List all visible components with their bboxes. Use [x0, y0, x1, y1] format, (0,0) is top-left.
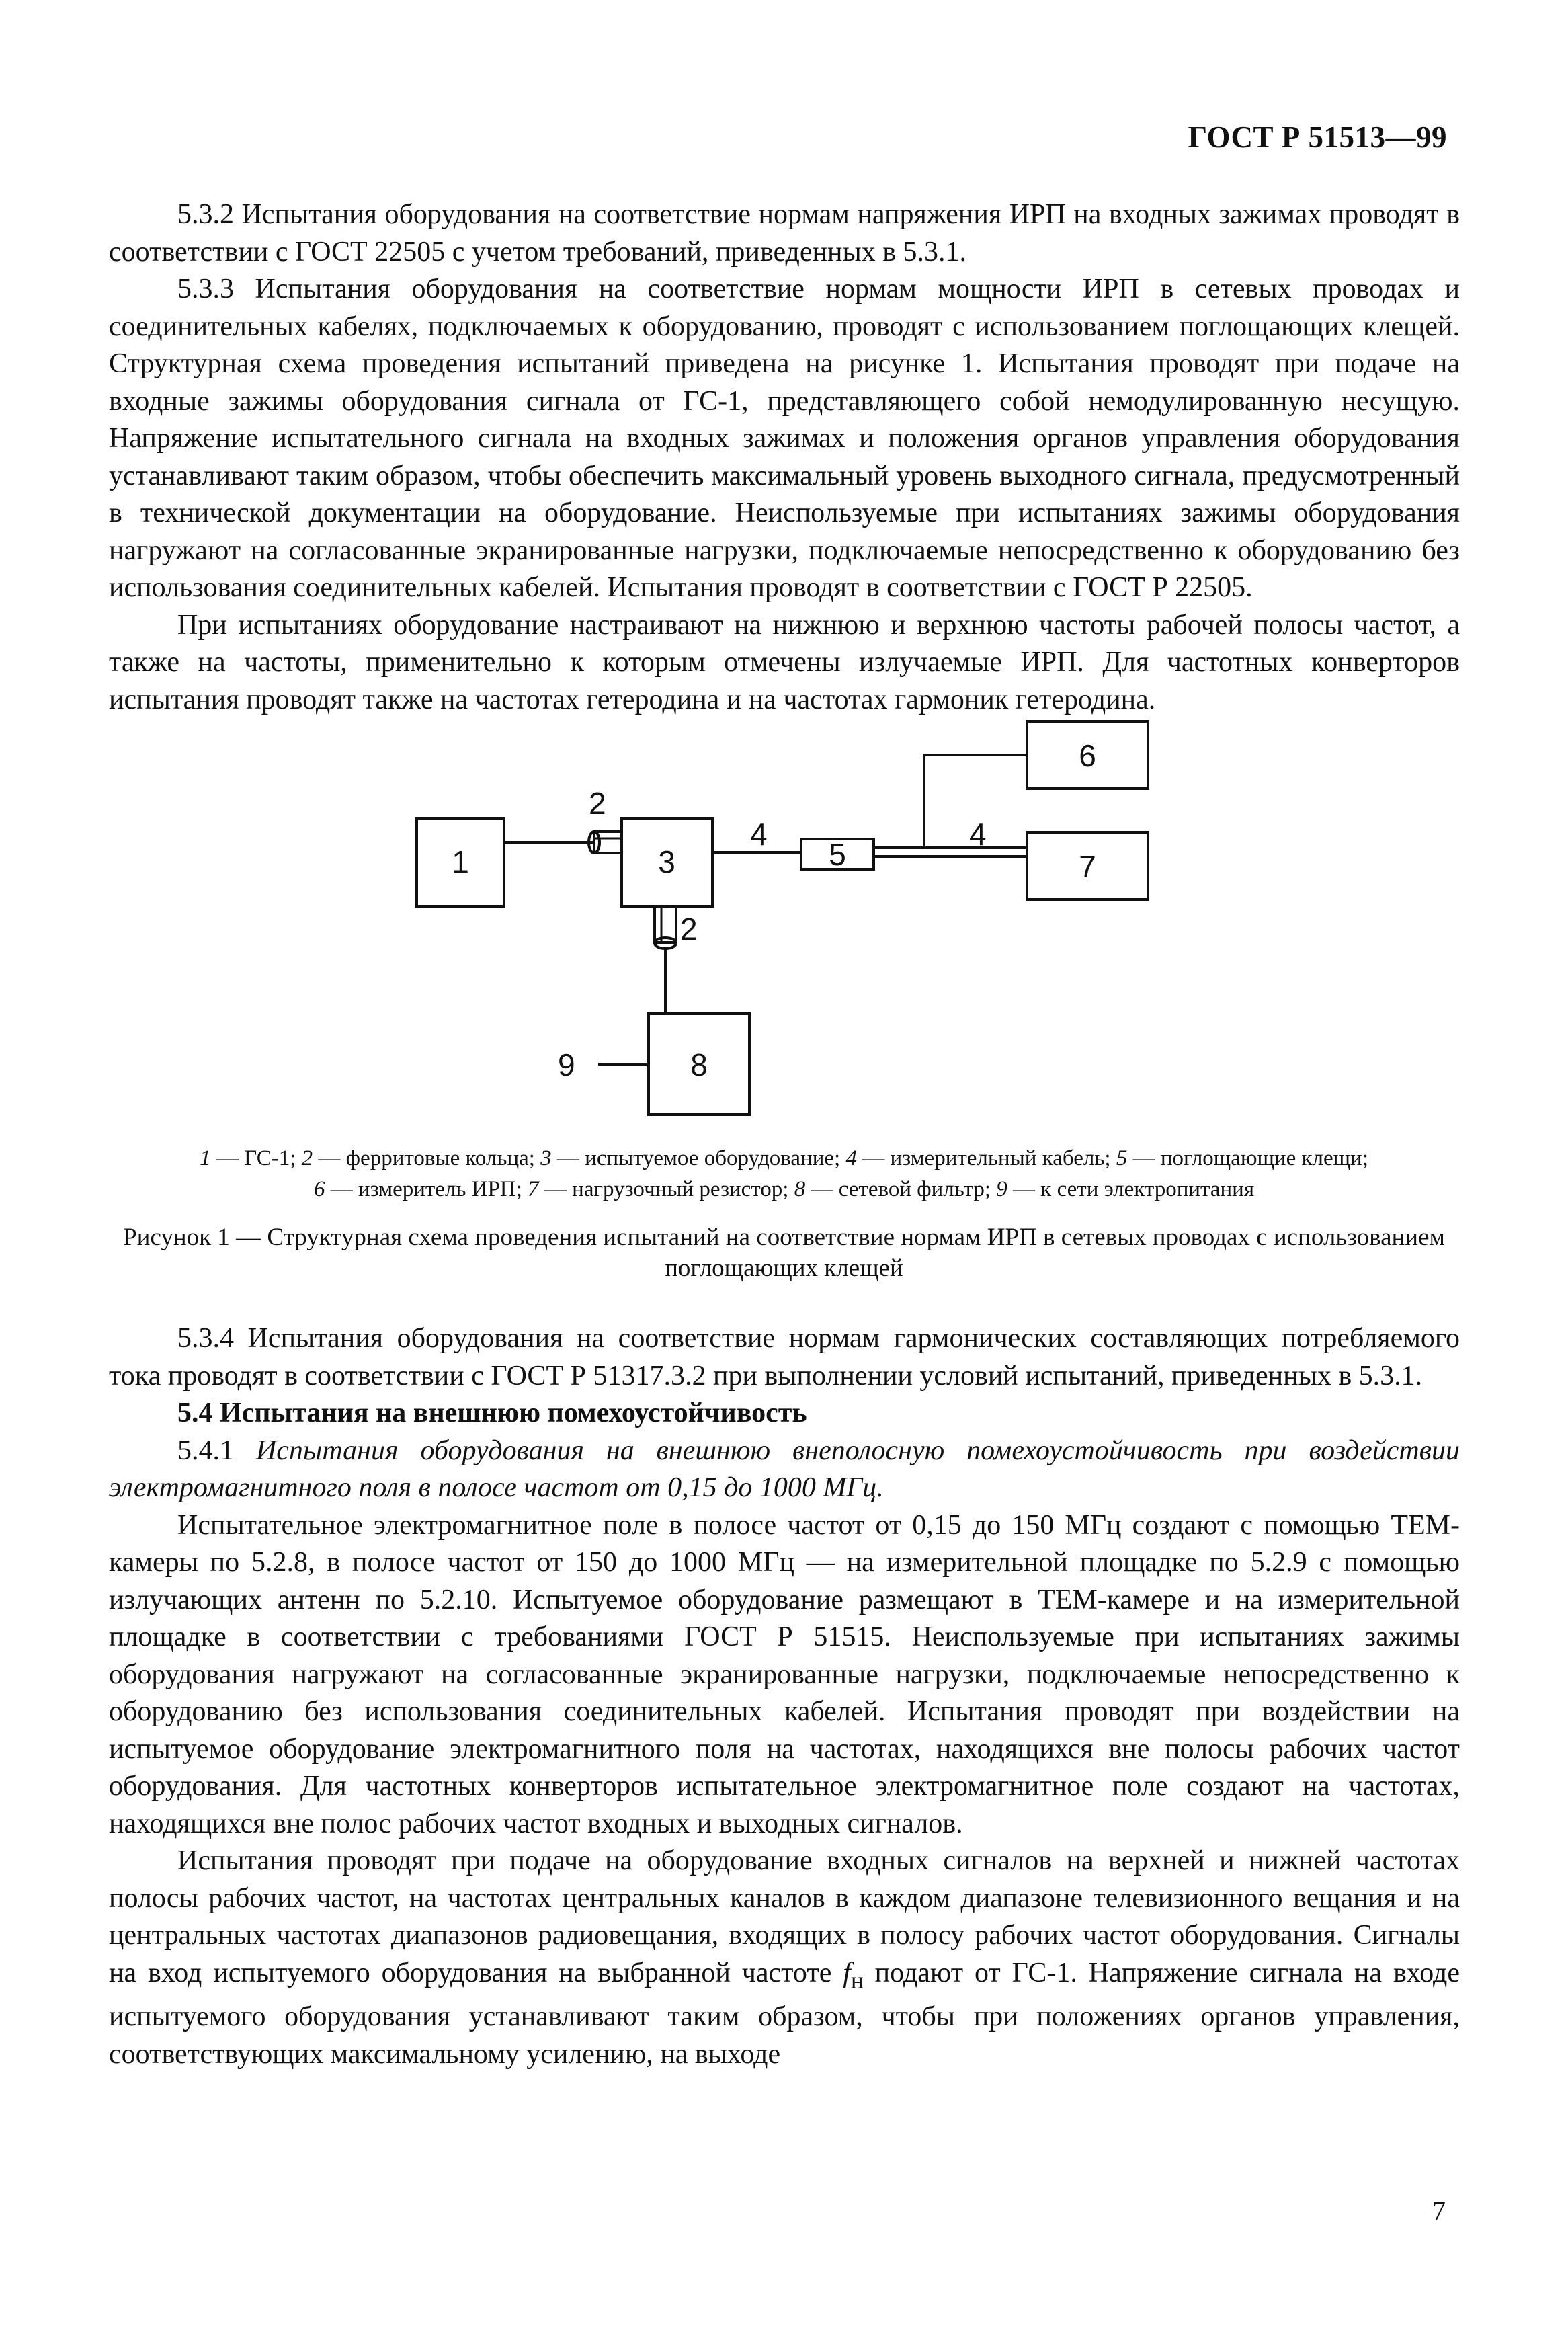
legend-line-2: 6 — измеритель ИРП; 7 — нагрузочный резистор; 8 — сетевой фильтр; 9 — к сети электропитания: [313, 1177, 1255, 1201]
document-header: ГОСТ Р 51513—99: [1188, 120, 1447, 154]
paragraph-5-4-1: 5.4.1 Испытания оборудования на внешнюю внеполосную помехоустойчивость при воздействии электромагнитного поля в полосе частот от 0,15 до 1000 МГц.: [109, 1435, 1460, 1503]
paragraph-field: Испытательное электромагнитное поле в полосе частот от 0,15 до 150 МГц создают с помощью ТЕМ-камеры по 5.2.8, в полосе частот от 150 до 1000 МГц — на измерительной площадке по 5.2.9 с помощью излучающих антенн по 5.2.10. Испытуемое оборудование размещают в ТЕМ-камере и на измерительной площадке в соответствии с требованиями ГОСТ Р 51515. Неиспользуемые при испытаниях зажимы оборудования нагружают на согласованные экранированные нагрузки, подключаемые непосредственно к оборудованию без использования соединительных кабелей. Испытания проводят при воздействии на испытуемое оборудование электромагнитного поля на частотах, находящихся вне полосы рабочих частот оборудования. Для частотных конверторов испытательное электромагнитное поле создают на частотах, находящихся вне полос рабочих частот входных и выходных сигналов.: [109, 1509, 1460, 1839]
paragraph-5-3-2: 5.3.2 Испытания оборудования на соответствие нормам напряжения ИРП на входных зажимах проводят в соответствии с ГОСТ 22505 с учетом требований, приведенных в 5.3.1.: [109, 199, 1460, 268]
legend-line-1: 1 — ГС-1; 2 — ферритовые кольца; 3 — испытуемое оборудование; 4 — измерительный кабель; 5 — поглощающие клещи;: [200, 1146, 1368, 1170]
frequency-subscript: н: [850, 1966, 864, 1993]
label-ferrite-bottom: 2: [680, 912, 698, 947]
section-heading-5-4: 5.4 Испытания на внешнюю помехоустойчивость: [177, 1398, 807, 1429]
paragraph-frequencies: При испытаниях оборудование настраивают на нижнюю и верхнюю частоты рабочей полосы частот, а также на частоты, применительно к которым отмечены излучаемые ИРП. Для частотных конверторов испытания проводят также на частотах гетеродина и на частотах гармоник гетеродина.: [109, 609, 1460, 715]
label-cable-left: 4: [750, 817, 768, 852]
block-5-label: 5: [829, 837, 846, 872]
paragraph-5-3-3: 5.3.3 Испытания оборудования на соответствие нормам мощности ИРП в сетевых проводах и соединительных кабелях, подключаемых к оборудованию, проводят с использованием поглощающих клещей. Структурная схема проведения испытаний приведена на рисунке 1. Испытания проводят при подаче на входные зажимы оборудования сигнала от ГС-1, представляющего собой немодулированную несущую. Напряжение испытательного сигнала на входных зажимах и положения органов управления оборудования устанавливают таким образом, чтобы обеспечить максимальный уровень выходного сигнала, предусмотренный в технической документации на оборудование. Неиспользуемые при испытаниях зажимы оборудования нагружают на согласованные экранированные нагрузки, подключаемые непосредственно к оборудованию без использования соединительных кабелей. Испытания проводят в соответствии с ГОСТ Р 22505.: [109, 274, 1460, 603]
figure-title: Рисунок 1 — Структурная схема проведения испытаний на соответствие нормам ИРП в сетевых проводах с использованием поглощающих клещей: [123, 1223, 1445, 1282]
page-number: 7: [1432, 2196, 1446, 2226]
label-ferrite-top: 2: [589, 786, 606, 821]
paragraph-5-4-1-title: Испытания оборудования на внешнюю внеполосную помехоустойчивость при воздействии электромагнитного поля в полосе частот от 0,15 до 1000 МГц.: [109, 1435, 1460, 1503]
block-1-label: 1: [452, 844, 469, 879]
block-8-label: 8: [690, 1047, 708, 1082]
block-3-label: 3: [658, 844, 675, 879]
label-cable-right: 4: [969, 817, 987, 852]
block-7-label: 7: [1079, 849, 1096, 884]
figure-legend: [101, 1143, 1467, 1205]
paragraph-5-3-4: 5.3.4 Испытания оборудования на соответствие нормам гармонических составляющих потребляемого тока проводят в соответствии с ГОСТ Р 51317.3.2 при выполнении условий испытаний, приведенных в 5.3.1.: [109, 1323, 1460, 1392]
frequency-symbol: f: [843, 1957, 851, 1988]
label-mains: 9: [558, 1047, 575, 1082]
text-block-top: [109, 196, 1460, 719]
block-diagram: [390, 709, 1196, 1139]
text-block-bottom: [109, 1320, 1460, 2073]
paragraph-signals: Испытания проводят при подаче на оборудование входных сигналов на верхней и нижней частотах полосы рабочих частот, на частотах центральных каналов в каждом диапазоне телевизионного вещания и на центральных частотах диапазонов радиовещания, входящих в полосу рабочих частот оборудования. Сигналы на вход испытуемого оборудования на выбранной частоте $f_н$ подают от ГС-1. Напряжение сигнала на входе испытуемого оборудования устанавливают таким образом, чтобы при положениях органов управления, соответствующих максимальному усилению, на выходе: [109, 1845, 1460, 2070]
block-6-label: 6: [1079, 738, 1096, 773]
